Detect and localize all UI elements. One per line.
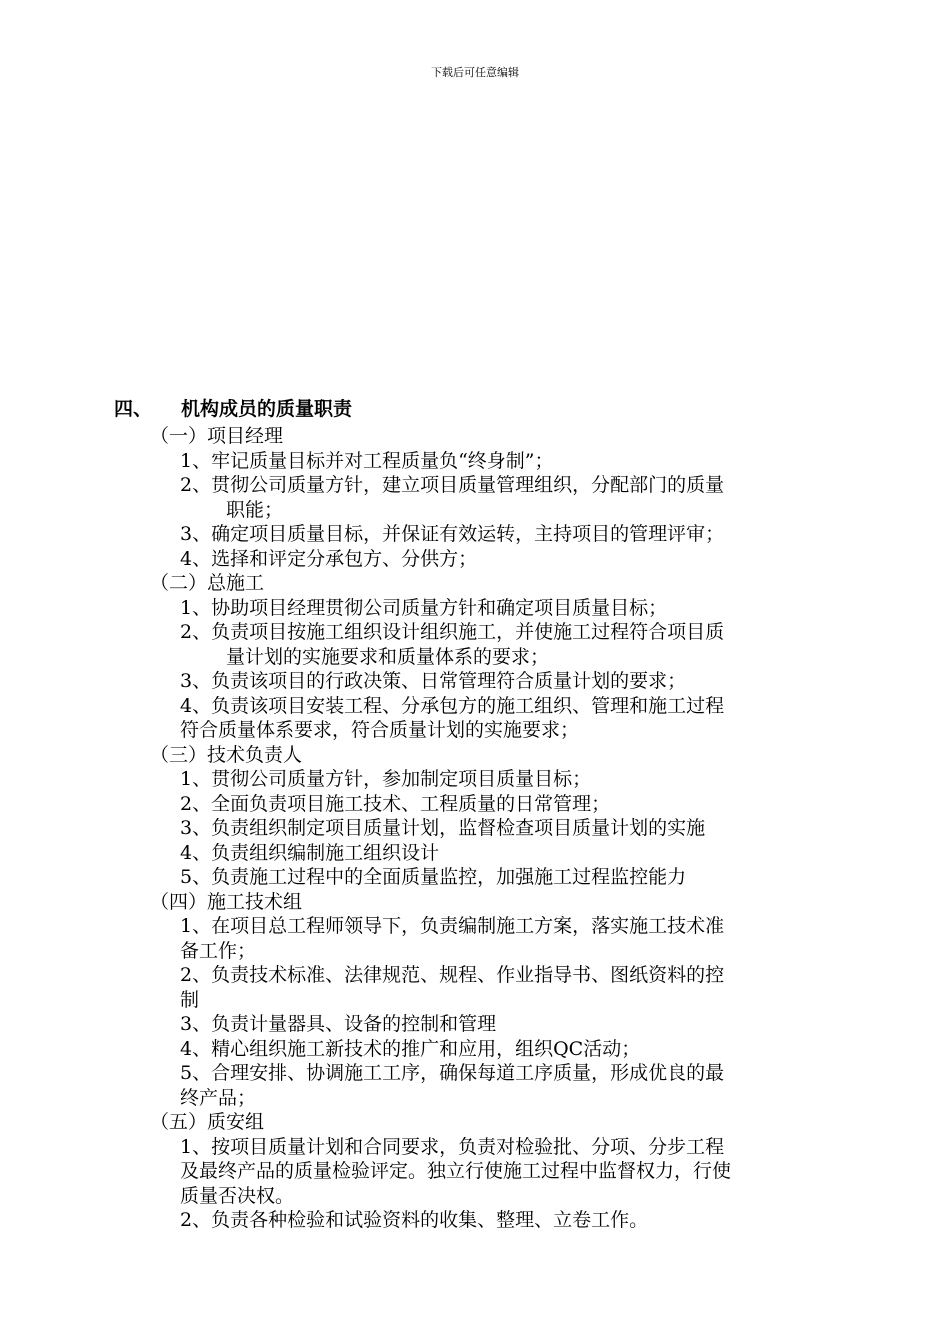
document-body: [0, 394, 950, 1233]
duty-item: [0, 865, 950, 890]
duty-item: [0, 1037, 950, 1062]
duty-line-continuation: 量计划的实施要求和质量体系的要求；: [226, 645, 550, 668]
duty-line: 5、负责施工过程中的全面质量监控，加强施工过程监控能力: [180, 866, 687, 888]
duty-line: 2、负责项目按施工组织设计组织施工，并使施工过程符合项目质: [180, 621, 725, 643]
duty-item: [0, 669, 950, 694]
duty-item: [0, 620, 950, 669]
duty-item: [0, 473, 950, 522]
duty-item: [0, 767, 950, 792]
duty-line-continuation: 及最终产品的质量检验评定。独立行使施工过程中监督权力，行使: [180, 1160, 732, 1182]
duty-item: [0, 694, 950, 743]
duty-item: [0, 963, 950, 1012]
duty-line: 4、负责该项目安装工程、分承包方的施工组织、管理和施工过程: [180, 694, 725, 717]
duty-line: 3、负责该项目的行政决策、日常管理符合质量计划的要求；: [180, 670, 687, 692]
duty-item: [0, 1012, 950, 1037]
duty-line: 4、负责组织编制施工组织设计: [180, 841, 440, 864]
duty-item: [0, 816, 950, 841]
subsection-title: （四）施工技术组: [150, 890, 303, 913]
duty-item: [0, 522, 950, 547]
duty-line: 4、选择和评定分承包方、分供方；: [180, 547, 478, 570]
duty-item: [0, 792, 950, 817]
heading-title: 机构成员的质量职责: [181, 398, 353, 420]
responsibility-sections: [0, 424, 950, 1233]
heading-number: 四、: [114, 398, 153, 420]
duty-line: 1、贯彻公司质量方针，参加制定项目质量目标；: [180, 768, 592, 790]
duty-item: [0, 547, 950, 572]
subsection-title: （五）质安组: [150, 1111, 265, 1133]
duty-line: 3、确定项目质量目标，并保证有效运转，主持项目的管理评审；: [180, 523, 725, 545]
duty-item: [0, 1061, 950, 1110]
subsection-title: （二）总施工: [150, 572, 265, 594]
duty-item: [0, 1135, 950, 1209]
duty-line-continuation: 职能；: [226, 498, 284, 521]
duty-line-continuation: 质量否决权。: [180, 1184, 295, 1207]
duty-line: 2、负责技术标准、法律规范、规程、作业指导书、图纸资料的控: [180, 964, 725, 986]
duty-line: 2、贯彻公司质量方针，建立项目质量管理组织，分配部门的质量: [180, 474, 725, 496]
subsection-title: （一）项目经理: [150, 425, 284, 447]
duty-line: 3、负责组织制定项目质量计划，监督检查项目质量计划的实施: [180, 817, 706, 839]
duty-line: 1、在项目总工程师领导下，负责编制施工方案，落实施工技术准: [180, 915, 725, 937]
duty-line: 3、负责计量器具、设备的控制和管理: [180, 1013, 497, 1035]
subsection-title: （三）技术负责人: [150, 743, 303, 766]
duty-line: 5、合理安排、协调施工工序，确保每道工序质量，形成优良的最: [180, 1062, 725, 1084]
duty-line-continuation: 符合质量体系要求，符合质量计划的实施要求；: [180, 719, 580, 741]
duty-item: [0, 841, 950, 866]
duty-line-continuation: 终产品；: [180, 1086, 257, 1109]
duty-line: 2、全面负责项目施工技术、工程质量的日常管理；: [180, 792, 611, 815]
duty-item: [0, 596, 950, 621]
section-heading: [0, 394, 950, 424]
duty-item: [0, 1208, 950, 1233]
duty-line: 2、负责各种检验和试验资料的收集、整理、立卷工作。: [180, 1209, 649, 1231]
duty-line-continuation: 备工作；: [180, 939, 257, 962]
page-header-note: 下载后可任意编辑: [431, 66, 519, 79]
duty-line: 1、按项目质量计划和合同要求，负责对检验批、分项、分步工程: [180, 1135, 725, 1158]
duty-line: 1、牢记质量目标并对工程质量负“终身制”；: [180, 449, 554, 472]
duty-item: [0, 914, 950, 963]
duty-line: 4、精心组织施工新技术的推广和应用，组织QC活动；: [180, 1037, 641, 1060]
duty-item: [0, 449, 950, 474]
duty-line: 1、协助项目经理贯彻公司质量方针和确定项目质量目标；: [180, 596, 668, 619]
duty-line-continuation: 制: [180, 988, 200, 1011]
